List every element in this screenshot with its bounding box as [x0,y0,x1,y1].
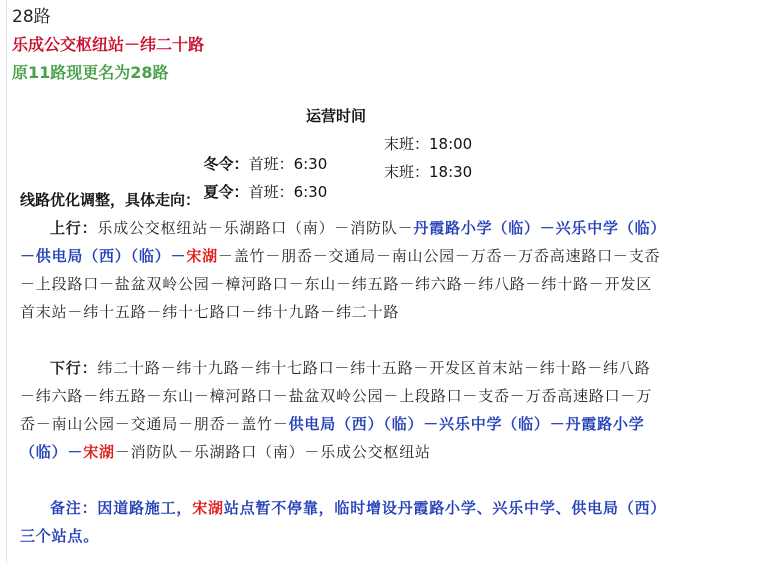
construction-notice [20,494,662,550]
notice-label: 备注： [50,499,98,517]
summer-season-label: 夏令： [203,183,249,201]
summer-first-bus: 首班：6:30 [248,183,328,201]
operating-hours-title: 运营时间 [306,107,367,125]
down-seg-3: －消防队－乐湖路口（南）－乐成公交枢纽站 [114,443,431,461]
up-direction-label: 上行： [50,219,98,237]
rename-note: 原11路现更名为28路 [12,63,169,82]
up-seg-1: 丹霞路小学（临）－兴乐中学（临）－供电局（西）（临）－ [20,219,659,265]
summer-last-bus: 末班：18:30 [384,163,473,181]
up-direction-route [20,214,662,326]
down-seg-2: 宋湖 [83,443,115,461]
up-seg-3: －盖竹－朋岙－交通局－南山公园－万岙－万岙高速路口－支岙－上段路口－盐盆双岭公园－樟河路口－东山－纬五路－纬六路－纬八路－纬十路－开发区首末站－纬十五路－纬十七路口－纬十九路－纬二十路 [20,247,661,321]
left-border-line [6,0,7,563]
route-number: 28路 [12,7,51,27]
down-seg-1: 供电局（西）（临）－兴乐中学（临）－丹霞路小学（临）－ [20,415,645,461]
down-seg-0: 纬二十路－纬十九路－纬十七路口－纬十五路－开发区首末站－纬十路－纬八路－纬六路－纬五路－东山－樟河路口－盐盆双岭公园－上段路口－支岙－万岙高速路口－万岙－南山公园－交通局－朋岙－盖竹－ [20,359,653,433]
winter-last-bus: 末班：18:00 [384,135,473,153]
note-seg-2: 站点暂不停靠，临时增设丹霞路小学、兴乐中学、供电局（西）三个站点。 [20,499,659,545]
down-direction-route [20,354,662,466]
note-seg-0: 因道路施工， [97,499,193,517]
route-name: 乐成公交枢纽站－纬二十路 [12,35,205,54]
note-seg-1: 宋湖 [192,499,224,517]
up-seg-0: 乐成公交枢纽站－乐湖路口（南）－消防队－ [97,219,414,237]
winter-first-bus: 首班：6:30 [248,155,328,173]
down-direction-label: 下行： [50,359,98,377]
winter-season-label: 冬令： [203,155,249,173]
summer-hours-row [194,162,473,222]
up-seg-2: 宋湖 [186,247,218,265]
route-adjustment-heading: 线路优化调整，具体走向： [20,191,201,209]
